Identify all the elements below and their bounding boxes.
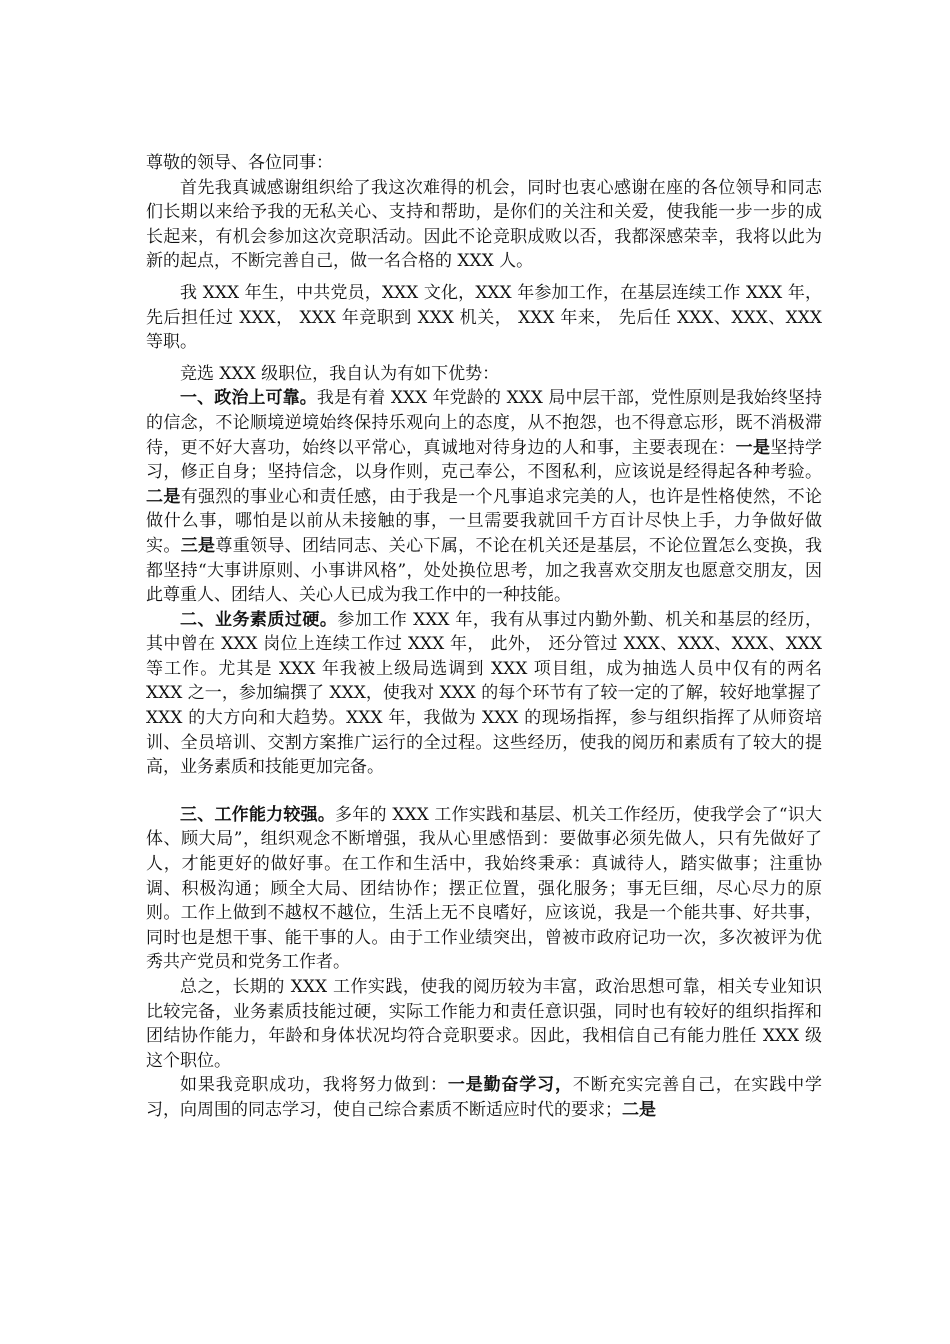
paragraph-commitment bbox=[146, 1073, 822, 1122]
section-ability bbox=[146, 803, 822, 975]
section-text: 有强烈的事业心和责任感，由于我是一个凡事追求完美的人，也许是性格使然，不论做什么事，哪怕是以前从未接触的事，一旦需要我就回千方百计尽快上手，力争做好做实。 bbox=[146, 486, 823, 556]
section-text: 尊重领导、团结同志、关心下属，不论在机关还是基层，不论位置怎么变换，我都坚持“大事讲原则、小事讲风格”，处处换位思考，加之我喜欢交朋友也愿意交朋友，因此尊重人、团结人、关心人已成为我工作中的一种技能。 bbox=[146, 535, 823, 606]
point-keyword: 三是 bbox=[180, 535, 216, 556]
section-text: 我是有着 XXX 年党龄的 XXX 局中层干部，党性原则是我始终坚持的信念，不论顺境逆境始终保持乐观向上的态度，从不抱怨，也不得意忘形，既不消极滞待，更不好大喜功，始终以平常心，真诚地对待身边的人和事，主要表现在： bbox=[146, 388, 823, 458]
section-heading: 二、业务素质过硬。 bbox=[180, 609, 338, 630]
section-text: 如果我竞职成功，我将努力做到： bbox=[180, 1075, 448, 1096]
paragraph-summary: 总之，长期的 XXX 工作实践，使我的阅历较为丰富，政治思想可靠，相关专业知识比较完备，业务素质技能过硬，实际工作能力和责任意识强，同时也有较好的组织指挥和团结协作能力，年龄和身体状况均符合竞职要求。因此，我相信自己有能力胜任 XXX 级这个职位。 bbox=[146, 977, 822, 1071]
paragraph-bio: 我 XXX 年生，中共党员，XXX 文化，XXX 年参加工作，在基层连续工作 XXX 年， 先后担任过 XXX， XXX 年竞职到 XXX 机关， XXX 年来， 先后任 XXX、XXX、XXX 等职。 bbox=[146, 282, 822, 353]
section-heading: 一、政治上可靠。 bbox=[180, 388, 317, 409]
section-business bbox=[146, 608, 822, 780]
point-keyword: 二是 bbox=[622, 1099, 656, 1120]
paragraph-thanks: 首先我真诚感谢组织给了我这次难得的机会，同时也衷心感谢在座的各位领导和同志们长期以来给予我的无私关心、支持和帮助，是你们的关注和关爱，使我能一步一步的成长起来，有机会参加这次竞职活动。因此不论竞职成败以否，我都深感荣幸，我将以此为新的起点，不断完善自己，做一名合格的 XXX 人。 bbox=[146, 177, 822, 272]
section-text: 不断充实完善自己，在实践中学习，向周围的同志学习，使自己综合素质不断适应时代的要求； bbox=[146, 1075, 823, 1120]
section-text: 坚持学习，修正自身；坚持信念，以身作则，克己奉公，不图私利，应该说是经得起各种考验。 bbox=[146, 437, 823, 483]
paragraph-advantages-intro: 竞选 XXX 级职位，我自认为有如下优势： bbox=[180, 363, 500, 384]
point-keyword: 二是 bbox=[146, 486, 181, 507]
point-keyword: 一是 bbox=[735, 437, 771, 458]
section-political bbox=[146, 386, 822, 607]
section-text: 参加工作 XXX 年，我有从事过内勤外勤、机关和基层的经历， 其中曾在 XXX 岗位上连续工作过 XXX 年， 此外， 还分管过 XXX、XXX、XXX、XXX 等工作。尤其是 XXX 年我被上级局选调到 XXX 项目组，成为抽选人员中仅有的两名 XXX 之一，参加编撰了 XXX，使我对 XXX 的每个环节有了较一定的了解，较好地掌握了 XXX 的大方向和大趋势。XXX 年，我做为 XXX 的现场指挥，参与组织指挥了从师资培训、全员培训、交割方案推广运行的全过程。这些经历，使我的阅历和素质有了较大的提高，业务素质和技能更加完备。 bbox=[146, 609, 822, 778]
section-text: 多年的 XXX 工作实践和基层、机关工作经历，使我学会了“识大体、顾大局”，组织观念不断增强，我从心里感悟到：要做事必须先做人，只有先做好了人，才能更好的做好事。在工作和生活中，我始终秉承：真诚待人，踏实做事；注重协调、积极沟通；顾全大局、团结协作；摆正位置，强化服务；事无巨细，尽心尽力的原则。工作上做到不越权不越位，生活上无不良嗜好，应该说，我是一个能共事、好共事，同时也是想干事、能干事的人。由于工作业绩突出，曾被市政府记功一次，多次被评为优秀共产党员和党务工作者。 bbox=[146, 804, 822, 973]
greeting: 尊敬的领导、各位同事： bbox=[146, 153, 333, 173]
section-heading: 三、工作能力较强。 bbox=[180, 804, 336, 825]
point-keyword: 一是勤奋学习， bbox=[447, 1075, 573, 1096]
